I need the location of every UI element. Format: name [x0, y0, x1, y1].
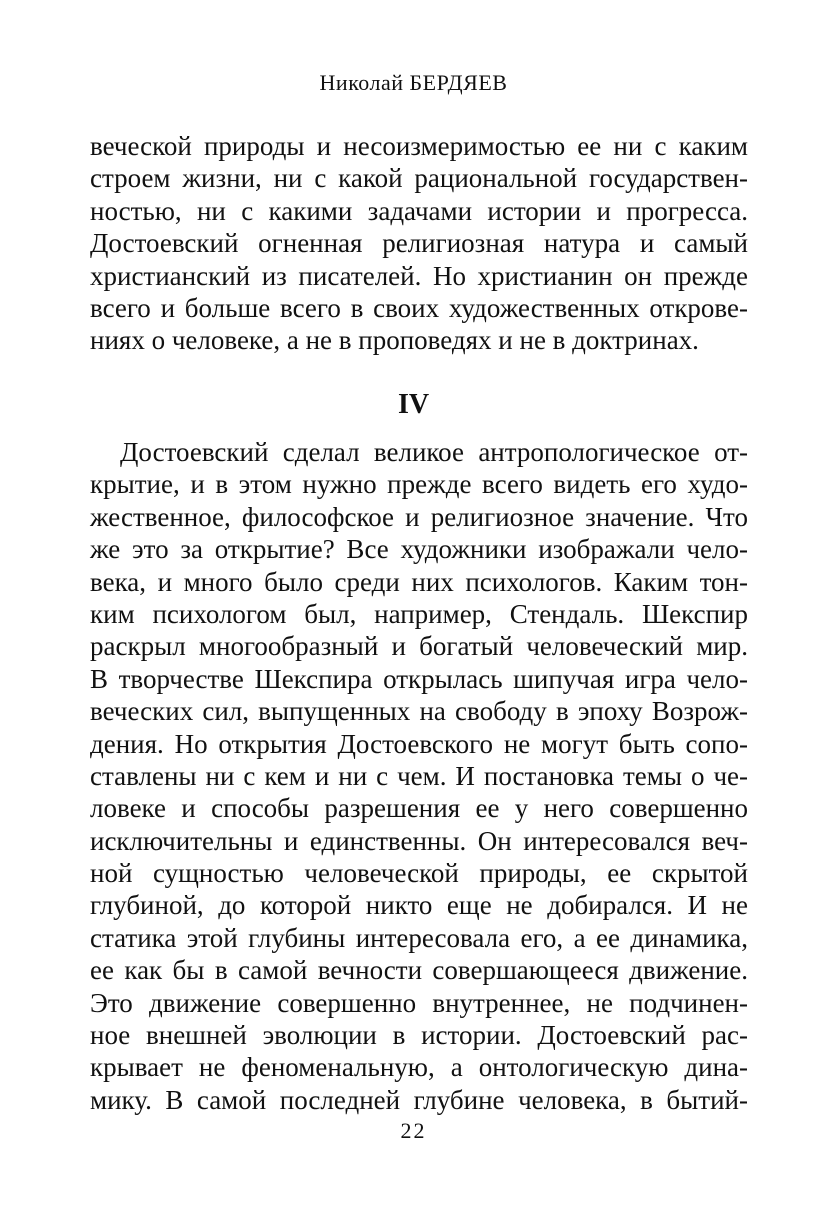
running-head: Николай БЕРДЯЕВ [319, 70, 508, 95]
text-line: христианский из писателей. Но христианин он прежде [90, 260, 748, 291]
text-line: же это за открытие? Все художники изображали чело- [90, 534, 748, 565]
text-line: В творчестве Шекспира открылась шипучая игра чело- [90, 663, 748, 694]
text-line: исключительны и единственны. Он интересовался веч- [90, 825, 748, 856]
text-line: всего и больше всего в своих художественных открове- [90, 292, 748, 323]
page-number: 22 [400, 1118, 427, 1143]
section-heading: IV [397, 389, 430, 420]
text-line: крывает не феноменальную, а онтологическую дина- [90, 1052, 748, 1083]
text-line: жественное, философское и религиозное значение. Что [90, 501, 748, 532]
text-line: ниях о человеке, а не в проповедях и не в доктринах. [90, 325, 699, 356]
text-line: крытие, и в этом нужно прежде всего видеть его худо- [90, 469, 748, 500]
text-line: глубиной, до которой никто еще не добирался. И не [90, 890, 748, 921]
text-line: Достоевский огненная религиозная натура и самый [90, 228, 748, 259]
paragraph-continued [90, 130, 748, 357]
text-line: ким психологом был, например, Стендаль. Шекспир [90, 598, 748, 629]
paragraph-section-iv [90, 436, 748, 1116]
text-line: веческой природы и несоизмеримостью ее ни с каким [90, 131, 748, 161]
text-line: строем жизни, ни с какой рациональной государствен- [90, 163, 748, 194]
text-line: ловеке и способы разрешения ее у него совершенно [90, 793, 748, 824]
text-line: ной сущностью человеческой природы, ее скрытой [90, 858, 748, 889]
text-line: ставлены ни с кем и ни с чем. И постановка темы о че- [90, 760, 748, 791]
text-line: мику. В самой последней глубине человека, в бытий- [90, 1084, 748, 1115]
text-line: статика этой глубины интересовала его, а ее динамика, [90, 922, 748, 953]
text-line: Это движение совершенно внутреннее, не подчинен- [90, 987, 748, 1018]
text-line: Достоевский сделал великое антропологическое от- [120, 437, 748, 467]
text-line: ее как бы в самой вечности совершающееся движение. [90, 955, 748, 986]
text-line: ное внешней эволюции в истории. Достоевский рас- [90, 1020, 748, 1051]
text-line: дения. Но открытия Достоевского не могут быть сопо- [90, 728, 748, 759]
text-line: ностью, ни с какими задачами истории и прогресса. [90, 195, 748, 226]
text-line: веческих сил, выпущенных на свободу в эпоху Возрож- [90, 696, 748, 727]
text-line: раскрыл многообразный и богатый человеческий мир. [90, 631, 748, 662]
text-line: века, и много было среди них психологов. Каким тон- [90, 566, 748, 597]
